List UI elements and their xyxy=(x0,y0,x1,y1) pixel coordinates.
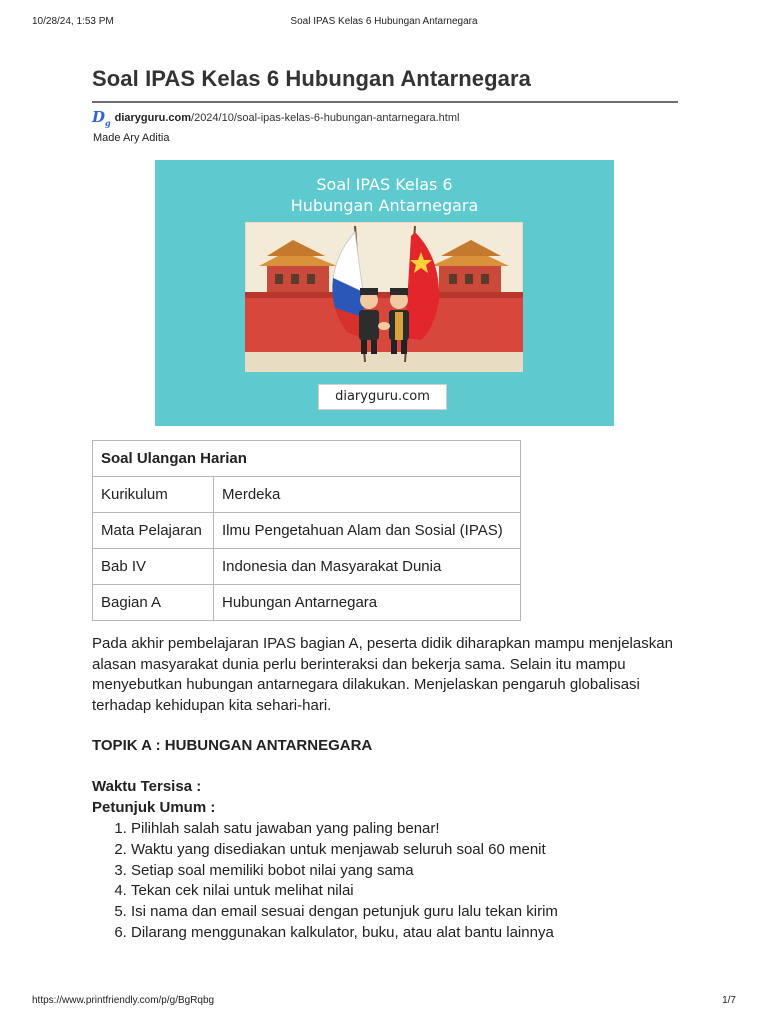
topic-heading: TOPIK A : HUBUNGAN ANTARNEGARA xyxy=(92,737,373,754)
list-item: 4. Tekan cek nilai untuk melihat nilai xyxy=(131,881,558,902)
list-item: 6. Dilarang menggunakan kalkulator, buku, atau alat bantu lainnya xyxy=(131,923,558,944)
table-heading: Soal Ulangan Harian xyxy=(93,441,521,477)
handshake-icon xyxy=(378,322,390,330)
print-footer-url[interactable]: https://www.printfriendly.com/p/g/BgRqbg xyxy=(32,995,215,1006)
general-instructions-label: Petunjuk Umum : xyxy=(92,799,216,816)
table-row xyxy=(93,513,521,549)
title-divider xyxy=(92,101,678,103)
banner-title-line2: Hubungan Antarnegara xyxy=(290,196,479,215)
logo-letter: D xyxy=(92,108,106,126)
source-path-link[interactable]: /2024/10/soal-ipas-kelas-6-hubungan-antarnegara.html xyxy=(191,112,460,124)
logo-subscript: g xyxy=(105,118,111,128)
print-datetime: 10/28/24, 1:53 PM xyxy=(32,16,114,27)
info-table xyxy=(92,440,521,621)
banner-title-line1: Soal IPAS Kelas 6 xyxy=(316,175,453,194)
table-cell-value: Merdeka xyxy=(214,477,521,513)
table-row xyxy=(93,477,521,513)
table-cell-value: Ilmu Pengetahuan Alam dan Sosial (IPAS) xyxy=(214,513,521,549)
print-document-title: Soal IPAS Kelas 6 Hubungan Antarnegara xyxy=(290,16,478,27)
intro-paragraph: Pada akhir pembelajaran IPAS bagian A, peserta didik diharapkan mampu menjelaskan alasan masyarakat dunia perlu berinteraksi dan bekerja sama. Selain itu mampu menyebutkan hubungan antarnegara dilakukan. Menjelaskan pengaruh globalisasi terhadap kehidupan kita sehari-hari. xyxy=(92,635,673,714)
table-cell-label: Bab IV xyxy=(93,549,214,585)
diaryguru-logo-icon xyxy=(92,108,111,128)
table-cell-value: Indonesia dan Masyarakat Dunia xyxy=(214,549,521,585)
page-number: 1/7 xyxy=(722,995,736,1006)
table-row xyxy=(93,549,521,585)
diplomacy-illustration xyxy=(245,222,523,372)
banner-site-label: diaryguru.com xyxy=(318,384,447,410)
table-row xyxy=(93,585,521,621)
time-remaining-label: Waktu Tersisa : xyxy=(92,778,202,795)
table-header-row xyxy=(93,441,521,477)
print-footer xyxy=(32,995,736,1009)
banner-image xyxy=(155,160,614,426)
author-name: Made Ary Aditia xyxy=(93,132,170,144)
table-cell-value: Hubungan Antarnegara xyxy=(214,585,521,621)
banner-title xyxy=(155,174,614,216)
list-item: 2. Waktu yang disediakan untuk menjawab seluruh soal 60 menit xyxy=(131,840,558,861)
table-cell-label: Kurikulum xyxy=(93,477,214,513)
page-title: Soal IPAS Kelas 6 Hubungan Antarnegara xyxy=(92,66,532,91)
list-item: 1. Pilihlah salah satu jawaban yang paling benar! xyxy=(131,819,558,840)
table-cell-label: Mata Pelajaran xyxy=(93,513,214,549)
list-item: 3. Setiap soal memiliki bobot nilai yang sama xyxy=(131,861,558,882)
table-cell-label: Bagian A xyxy=(93,585,214,621)
source-domain-link[interactable]: diaryguru.com xyxy=(114,112,192,124)
instructions-list xyxy=(92,819,558,944)
print-header xyxy=(32,16,736,30)
list-item: 5. Isi nama dan email sesuai dengan petunjuk guru lalu tekan kirim xyxy=(131,902,558,923)
source-line xyxy=(92,108,460,128)
